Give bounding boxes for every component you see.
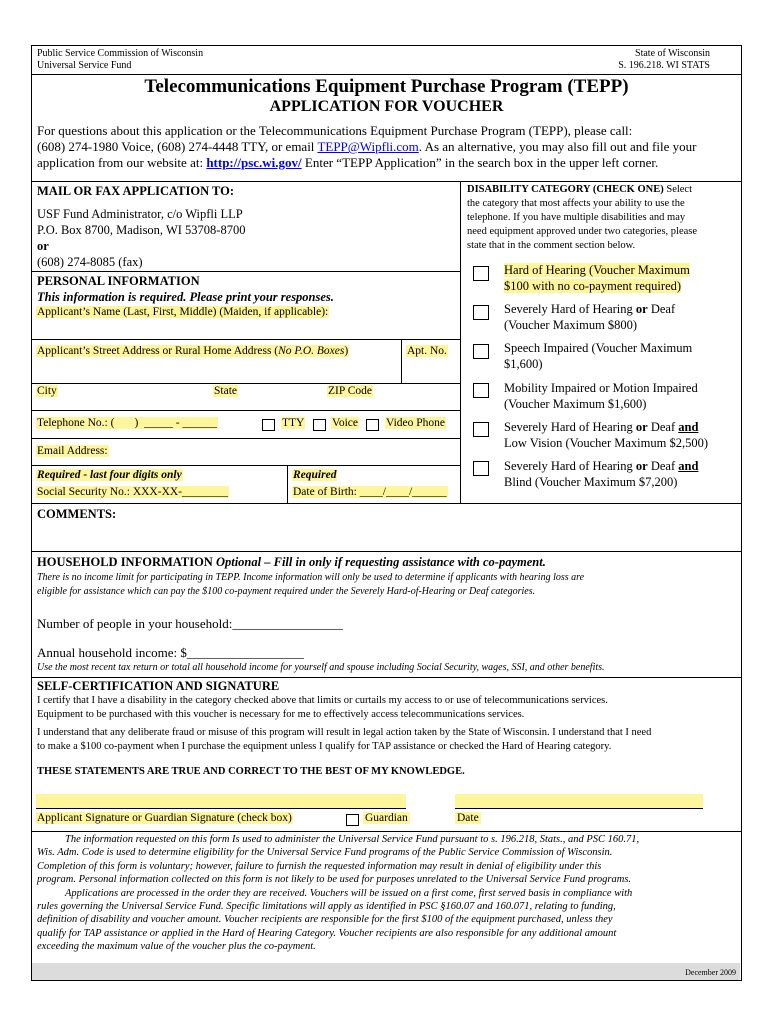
comments-label: COMMENTS:	[37, 507, 117, 521]
ssn-label: Social Security No.: XXX-XX-________	[37, 486, 229, 498]
speech-impaired-checkbox[interactable]	[473, 344, 489, 359]
household-note-1: There is no income limit for participating in TEPP. Income information will only be used to determine if applicants with hearing loss are	[37, 572, 585, 583]
name-input[interactable]	[36, 320, 456, 338]
state-label: State	[214, 385, 237, 397]
signature-input[interactable]	[36, 794, 406, 809]
voice-checkbox[interactable]	[313, 419, 326, 431]
mail-or: or	[37, 239, 49, 253]
certify-line-2: Equipment to be purchased with this voucher is necessary for me to effectively access telecommunications services.	[37, 709, 525, 720]
voice-label: Voice	[332, 417, 358, 429]
mail-fax: (608) 274-8085 (fax)	[37, 255, 143, 269]
tty-label: TTY	[282, 417, 305, 429]
name-label: Applicant’s Name (Last, First, Middle) (Maiden, if applicable):	[37, 306, 329, 318]
low-vision-checkbox[interactable]	[473, 422, 489, 437]
comments-input[interactable]	[36, 523, 736, 549]
certify-line-1: I certify that I have a disability in the category checked above that limits or curtails my access to or use of telecommunications services.	[37, 695, 608, 706]
disability-heading: DISABILITY CATEGORY (CHECK ONE)	[467, 184, 664, 195]
blind-checkbox[interactable]	[473, 461, 489, 476]
page-subtitle: APPLICATION FOR VOUCHER	[269, 98, 504, 115]
guardian-label: Guardian	[365, 812, 408, 824]
date-label: Date	[457, 812, 479, 824]
video-phone-label: Video Phone	[386, 417, 446, 429]
agency-name: Public Service Commission of Wisconsin	[37, 48, 204, 59]
intro-line-1: For questions about this application or the Telecommunications Equipment Purchase Program (TEPP), please call:	[37, 123, 633, 138]
revision-date: December 2009	[685, 968, 736, 977]
household-heading: HOUSEHOLD INFORMATION Optional – Fill in only if requesting assistance with co-payment.	[37, 555, 546, 569]
dob-required: Required	[293, 469, 337, 481]
mail-line-2: P.O. Box 8700, Madison, WI 53708-8700	[37, 223, 246, 237]
understand-line-2: to make a $100 co-payment when I purchase the equipment unless I qualify for TAP assistance or checked the Hard of Hearing category.	[37, 741, 612, 752]
option-low-vision: Severely Hard of Hearing or Deaf and Low Vision (Voucher Maximum $2,500)	[504, 420, 708, 450]
state-name: State of Wisconsin	[635, 48, 710, 59]
certification-heading: SELF-CERTIFICATION AND SIGNATURE	[37, 679, 280, 693]
email-link[interactable]: TEPP@Wipfli.com	[317, 139, 419, 154]
apt-label: Apt. No.	[407, 345, 447, 357]
zip-label: ZIP Code	[328, 385, 372, 397]
severely-hoh-checkbox[interactable]	[473, 305, 489, 320]
true-statement: THESE STATEMENTS ARE TRUE AND CORRECT TO THE BEST OF MY KNOWLEDGE.	[37, 766, 465, 777]
understand-line-1: I understand that any deliberate fraud or misuse of this program will result in legal action taken by the State of Wisconsin. I understand that I need	[37, 727, 652, 738]
footer-bar	[32, 963, 740, 980]
household-people-field[interactable]: Number of people in your household:_________________	[37, 616, 343, 631]
address-label: Applicant’s Street Address or Rural Home Address (No P.O. Boxes)	[37, 345, 349, 357]
option-mobility-impaired: Mobility Impaired or Motion Impaired (Voucher Maximum $1,600)	[504, 381, 698, 411]
privacy-notice: The information requested on this form Is used to administer the Universal Service Fund pursuant to s. 196.218, Stats., and PSC 160.71, Wis. Adm. Code is used to determine eligibility for the Universal Service Fund programs of the Public Service Commission of Wisconsin. Completion of this form is voluntary; however, failure to furnish the requested information may result in denial of eligibility under this program. Personal information collected on this form is not likely to be used for purposes unrelated to the Universal Service Fund programs. Applications are processed in the order they are received. Vouchers will be issued on a first come, first served basis in compliance with rules governing the Universal Service Fund. Specific limitations will apply as identified in PSC §160.07 and 160.071, relating to funding, definition of disability and voucher amount. Voucher recipients are responsible for the first $100 of the equipment purchased, unless they qualify for TAP assistance or applied in the Hard of Hearing Category. Voucher recipients are also responsible for any additional amount exceeding the maximum value of the voucher plus the co-payment.	[37, 834, 640, 953]
option-severely-hoh: Severely Hard of Hearing or Deaf (Voucher Maximum $800)	[504, 302, 676, 332]
intro-line-2: (608) 274-1980 Voice, (608) 274-4448 TTY, or email TEPP@Wipfli.com. As an alternative, you may also fill out and file your	[37, 139, 697, 154]
mail-line-1: USF Fund Administrator, c/o Wipfli LLP	[37, 207, 243, 221]
option-speech-impaired: Speech Impaired (Voucher Maximum $1,600)	[504, 341, 693, 371]
mobility-impaired-checkbox[interactable]	[473, 383, 489, 398]
telephone-label: Telephone No.: ( ) _____ - ______	[37, 417, 217, 429]
signature-label: Applicant Signature or Guardian Signature (check box)	[37, 812, 292, 824]
option-blind: Severely Hard of Hearing or Deaf and Blind (Voucher Maximum $7,200)	[504, 459, 699, 489]
statute: S. 196.218. WI STATS	[618, 60, 710, 71]
fund-name: Universal Service Fund	[37, 60, 132, 71]
city-label: City	[37, 385, 57, 397]
personal-note: This information is required. Please print your responses.	[37, 290, 334, 304]
household-note-2: eligible for assistance which can pay the $100 co-payment required under the Severely Hard-of-Hearing or Deaf categories.	[37, 586, 536, 597]
ssn-required: Required - last four digits only	[37, 469, 182, 481]
intro-line-3: application from our website at: http://psc.wi.gov/ Enter “TEPP Application” in the search box in the upper left corner.	[37, 155, 659, 170]
household-income-field[interactable]: Annual household income: $__________________	[37, 645, 304, 660]
dob-label: Date of Birth: ____/____/______	[293, 486, 447, 498]
mail-heading: MAIL OR FAX APPLICATION TO:	[37, 184, 235, 198]
tty-checkbox[interactable]	[262, 419, 275, 431]
option-hard-of-hearing: Hard of Hearing (Voucher Maximum $100 with no co-payment required)	[504, 263, 690, 293]
website-link[interactable]: http://psc.wi.gov/	[206, 155, 302, 170]
personal-heading: PERSONAL INFORMATION	[37, 274, 200, 288]
guardian-checkbox[interactable]	[346, 814, 359, 826]
email-label: Email Address:	[37, 445, 108, 457]
page-title: Telecommunications Equipment Purchase Program (TEPP)	[144, 76, 629, 97]
income-note: Use the most recent tax return or total all household income for yourself and spouse including Social Security, wages, SSI, and other benefits.	[37, 662, 605, 673]
hard-of-hearing-checkbox[interactable]	[473, 266, 489, 281]
date-input[interactable]	[455, 794, 703, 809]
video-phone-checkbox[interactable]	[366, 419, 379, 431]
disability-intro: DISABILITY CATEGORY (CHECK ONE) Select the category that most affects your ability to use the telephone. If you have multiple disabilities and may need equipment approved under two categories, please state that in the comment section below.	[467, 184, 698, 251]
